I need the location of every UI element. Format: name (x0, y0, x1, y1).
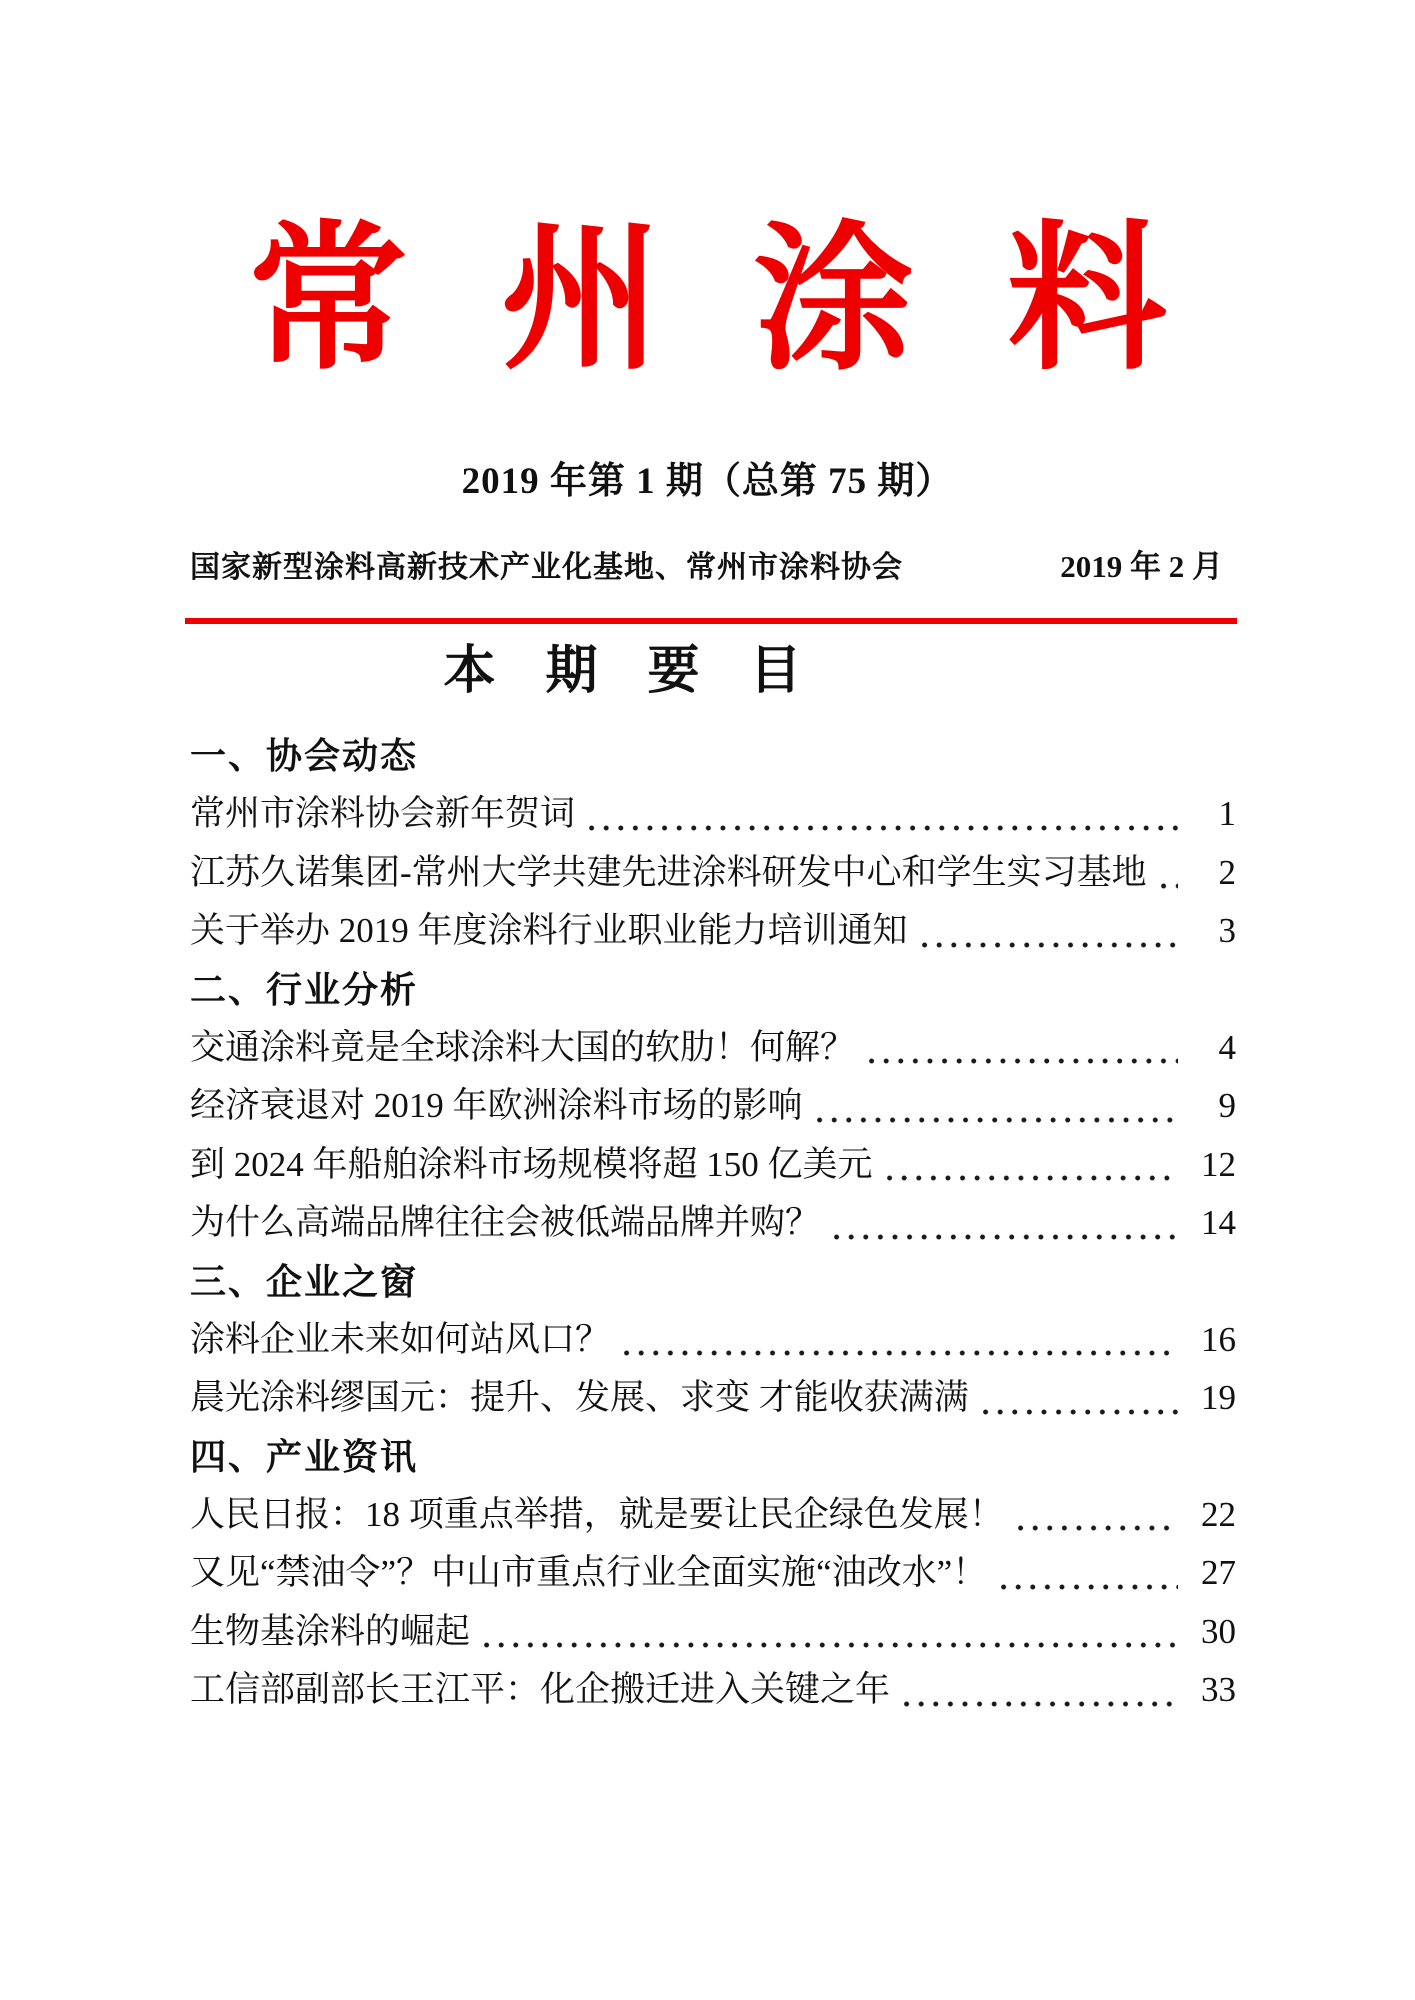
toc-dot-leader (981, 1369, 1178, 1427)
toc-dot-leader (885, 1136, 1178, 1194)
toc-item-page: 14 (1201, 1203, 1236, 1243)
toc-item-page: 12 (1201, 1144, 1236, 1184)
issue-date: 2019 年 2 月 (1060, 549, 1223, 584)
toc-dot-leader (1159, 844, 1178, 902)
toc-item-title: 又见“禁油令”？中山市重点行业全面实施“油改水”！ (190, 1553, 988, 1593)
toc-item (190, 902, 1236, 960)
toc-item-title: 人民日报：18 项重点举措，就是要让民企绿色发展！ (190, 1495, 1004, 1535)
toc-item-title: 为什么高端品牌往往会被低端品牌并购？ (190, 1203, 821, 1243)
toc-item-page: 9 (1218, 1086, 1236, 1126)
toc-dot-leader (999, 1544, 1178, 1602)
toc-item-title: 生物基涂料的崛起 (190, 1611, 471, 1651)
toc-item-page: 4 (1218, 1027, 1236, 1067)
publisher-row (190, 541, 1237, 586)
toc-item-page: 33 (1201, 1670, 1236, 1710)
toc-section-label: 四、产业资讯 (190, 1436, 419, 1477)
toc-item (190, 1369, 1236, 1427)
toc-item-title: 工信部副部长王江平：化企搬迁进入关键之年 (190, 1670, 891, 1710)
toc-dot-leader (867, 1019, 1178, 1077)
toc-item-title: 关于举办 2019 年度涂料行业职业能力培训通知 (190, 911, 908, 951)
toc-item-title: 经济衰退对 2019 年欧洲涂料市场的影响 (190, 1086, 803, 1126)
toc-dot-leader (482, 1603, 1178, 1661)
toc-dot-leader (1016, 1486, 1178, 1544)
issue-number-line: 2019 年第 1 期（总第 75 期） (461, 461, 954, 502)
toc-item-page: 30 (1201, 1611, 1236, 1651)
toc-dot-leader (622, 1311, 1178, 1369)
toc-dot-leader (920, 902, 1178, 960)
toc-item (190, 785, 1236, 843)
toc-item (190, 844, 1236, 902)
toc-item-title: 常州市涂料协会新年贺词 (190, 794, 576, 834)
toc-item-title: 晨光涂料缪国元：提升、发展、求变 才能收获满满 (190, 1378, 969, 1418)
toc-dot-leader (832, 1194, 1178, 1252)
toc-item-title: 交通涂料竟是全球涂料大国的软肋！何解？ (190, 1027, 856, 1067)
toc-item (190, 1194, 1236, 1252)
toc-dot-leader (587, 785, 1178, 843)
toc-section-label: 一、协会动态 (190, 736, 419, 776)
toc-item (190, 1486, 1236, 1544)
toc-item-title: 涂料企业未来如何站风口？ (190, 1319, 611, 1359)
toc-item (190, 1136, 1236, 1194)
table-of-contents (190, 727, 1236, 1720)
toc-item (190, 1661, 1236, 1719)
toc-item-page: 2 (1218, 852, 1236, 892)
toc-section-label: 三、企业之窗 (190, 1261, 419, 1302)
toc-item-page: 3 (1218, 911, 1236, 951)
toc-item-title: 到 2024 年船舶涂料市场规模将超 150 亿美元 (190, 1144, 873, 1184)
toc-item-page: 27 (1201, 1553, 1236, 1593)
toc-item (190, 1077, 1236, 1135)
toc-item (190, 1603, 1236, 1661)
toc-dot-leader (902, 1661, 1178, 1719)
journal-title: 常州涂料 (247, 211, 1260, 389)
toc-heading: 本期要目 (443, 643, 852, 700)
toc-item-page: 22 (1201, 1495, 1236, 1535)
toc-item (190, 1544, 1236, 1602)
toc-item (190, 1311, 1236, 1369)
toc-item-page: 19 (1201, 1378, 1236, 1418)
toc-dot-leader (815, 1077, 1178, 1135)
toc-item (190, 1019, 1236, 1077)
toc-item-title: 江苏久诺集团-常州大学共建先进涂料研发中心和学生实习基地 (190, 852, 1147, 892)
toc-item-page: 16 (1201, 1319, 1236, 1359)
toc-item-page: 1 (1218, 794, 1236, 834)
toc-section-label: 二、行业分析 (190, 969, 419, 1010)
red-divider-line (185, 618, 1237, 624)
publisher-names: 国家新型涂料高新技术产业化基地、常州市涂料协会 (190, 551, 903, 584)
